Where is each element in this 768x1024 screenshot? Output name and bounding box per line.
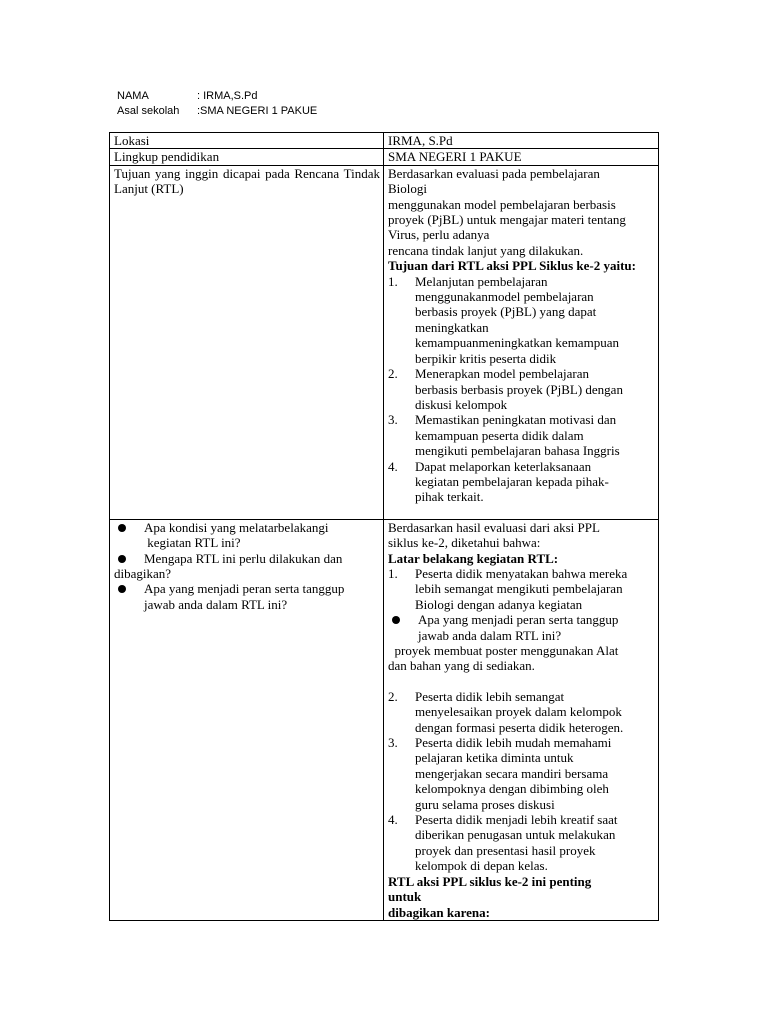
list-number: 2. (388, 688, 398, 704)
text-line: Dapat melaporkan keterlaksanaan (415, 458, 592, 474)
latar-heading: Latar belakang kegiatan RTL: (388, 550, 559, 566)
document-header (117, 89, 317, 119)
bullet-icon (388, 612, 418, 643)
text-line: Menerapkan model pembelajaran (415, 366, 589, 382)
tujuan-heading: Tujuan dari RTL aksi PPL Siklus ke-2 yaitu: (388, 258, 636, 274)
text-line: kelompok di depan kelas. (415, 858, 548, 874)
table-row-latar (110, 519, 659, 920)
text-line: rencana tindak lanjut yang dilakukan. (388, 242, 584, 258)
list-number: 3. (388, 735, 398, 751)
text-line: proyek (PjBL) untuk mengajar materi tentang (388, 212, 626, 228)
text-line: dengan formasi peserta didik heterogen. (415, 719, 624, 735)
list-item-text (418, 612, 618, 643)
text-line: Memastikan peningkatan motivasi dan (415, 412, 617, 428)
text-line: dibagikan? (114, 565, 172, 581)
text-line: proyek dan presentasi hasil proyek (415, 842, 596, 858)
text-line: dibagikan karena: (388, 904, 490, 920)
tujuan-intro (388, 166, 655, 258)
text-line: dan bahan yang di sediakan. (388, 658, 535, 674)
text-line: kegiatan pembelajaran kepada pihak- (415, 473, 609, 489)
text-line: menggunakan model pembelajaran berbasis (388, 196, 616, 212)
text-line: kemampuanmeningkatkan kemampuan (415, 335, 619, 351)
text-line: Apa kondisi yang melatarbelakangi (144, 519, 329, 535)
list-number: 1. (388, 565, 398, 581)
text-line: pelajaran ketika diminta untuk (415, 750, 574, 766)
text-line: Peserta didik menyatakan bahwa mereka (415, 565, 628, 581)
nama-label: NAMA (117, 90, 149, 102)
text-line: kelompoknya dengan dibimbing oleh (415, 781, 609, 797)
sekolah-label: Asal sekolah (117, 105, 180, 117)
table-row-lingkup (110, 149, 659, 165)
list-number: 1. (388, 273, 398, 289)
text-line: pihak terkait. (415, 489, 484, 505)
list-item-text (114, 550, 343, 582)
text-line: Virus, perlu adanya (388, 227, 490, 243)
list-item (388, 812, 655, 874)
latar-list-1 (388, 566, 655, 612)
list-number: 4. (388, 812, 398, 828)
list-item-text (415, 459, 609, 505)
text-line: diskusi kelompok (415, 396, 508, 412)
text-line: Mengapa RTL ini perlu dilakukan dan (144, 550, 343, 566)
bullet-icon (114, 551, 144, 582)
list-item-text (144, 520, 328, 551)
list-item-text (415, 735, 611, 812)
text-line: Biologi (388, 181, 428, 197)
bullet-icon (114, 581, 144, 612)
text-line: diberikan penugasan untuk melakukan (415, 827, 616, 843)
list-number: 4. (388, 458, 398, 474)
text-line: lebih semangat mengikuti pembelajaran (415, 581, 623, 597)
cell-tujuan-content (384, 165, 659, 519)
text-line: jawab anda dalam RTL ini? (144, 596, 288, 612)
header-row-nama (117, 89, 317, 104)
cell-tujuan-label: Tujuan yang inggin dicapai pada Rencana Tindak Lanjut (RTL) (110, 165, 384, 519)
text-line: RTL aksi PPL siklus ke-2 ini penting (388, 873, 592, 889)
question-list (114, 520, 380, 612)
text-line: berbasis berbasis proyek (PjBL) dengan (415, 381, 623, 397)
list-number: 3. (388, 412, 398, 428)
list-item (388, 689, 655, 735)
list-item (114, 581, 380, 612)
text-line: berbasis proyek (PjBL) yang dapat (415, 304, 597, 320)
text-line: berpikir kritis peserta didik (415, 350, 557, 366)
rtl-table (109, 132, 659, 921)
text-line: Berdasarkan hasil evaluasi dari aksi PPL (388, 519, 600, 535)
nama-value: : IRMA,S.Pd (197, 90, 258, 102)
list-item (388, 612, 655, 643)
list-item (388, 366, 655, 412)
table-row-lokasi (110, 133, 659, 149)
text-line: Peserta didik menjadi lebih kreatif saat (415, 812, 618, 828)
text-line: proyek membuat poster menggunakan Alat (388, 643, 619, 658)
list-number: 2. (388, 366, 398, 382)
cell-lingkup-label: Lingkup pendidikan (110, 149, 384, 165)
text-line: mengikuti pembelajaran bahasa Inggris (415, 443, 620, 459)
list-item (388, 412, 655, 458)
text-line: Peserta didik lebih semangat (415, 688, 565, 704)
text-line: Biologi dengan adanya kegiatan (415, 596, 583, 612)
text-line: Peserta didik lebih mudah memahami (415, 735, 612, 751)
text-line: Apa yang menjadi peran serta tanggup (418, 612, 619, 628)
tujuan-list (388, 274, 655, 505)
text-line: menyelesaikan proyek dalam kelompok (415, 704, 622, 720)
list-item (114, 551, 380, 582)
cell-lingkup-value: SMA NEGERI 1 PAKUE (384, 149, 659, 165)
text-line: untuk (388, 889, 422, 905)
text-line: guru selama proses diskusi (415, 796, 555, 812)
cell-lokasi-label: Lokasi (110, 133, 384, 149)
text-line: jawab anda dalam RTL ini? (418, 627, 562, 643)
text-line: Melanjutan pembelajaran (415, 273, 548, 289)
text-line: mengerjakan secara mandiri bersama (415, 765, 609, 781)
list-item-text (415, 689, 623, 735)
list-item-text (415, 412, 620, 458)
latar-bullet (388, 612, 655, 643)
list-item (388, 566, 655, 612)
latar-list-2 (388, 689, 655, 874)
cell-latar-content (384, 519, 659, 920)
cell-lokasi-value: IRMA, S.Pd (384, 133, 659, 149)
text-line: Apa yang menjadi peran serta tanggup (144, 581, 345, 597)
text-line: Berdasarkan evaluasi pada pembelajaran (388, 165, 600, 181)
list-item (388, 459, 655, 505)
text-line: menggunakanmodel pembelajaran (415, 289, 594, 305)
text-line: kemampuan peserta didik dalam (415, 427, 584, 443)
bullet-icon (114, 520, 144, 551)
list-item-text (415, 366, 623, 412)
list-item-text (415, 274, 619, 366)
table-row-tujuan (110, 165, 659, 519)
list-item (114, 520, 380, 551)
text-line: siklus ke-2, diketahui bahwa: (388, 535, 541, 551)
list-item-text (415, 566, 627, 612)
list-item (388, 735, 655, 812)
list-item-text (415, 812, 618, 874)
closing-heading (388, 874, 655, 920)
header-row-sekolah (117, 104, 317, 119)
spacer (388, 674, 655, 689)
text-line: kegiatan RTL ini? (144, 535, 241, 551)
list-item-text (144, 581, 344, 612)
list-item (388, 274, 655, 366)
text-line: meningkatkan (415, 319, 489, 335)
cell-questions (110, 519, 384, 920)
sekolah-value: :SMA NEGERI 1 PAKUE (197, 105, 318, 117)
